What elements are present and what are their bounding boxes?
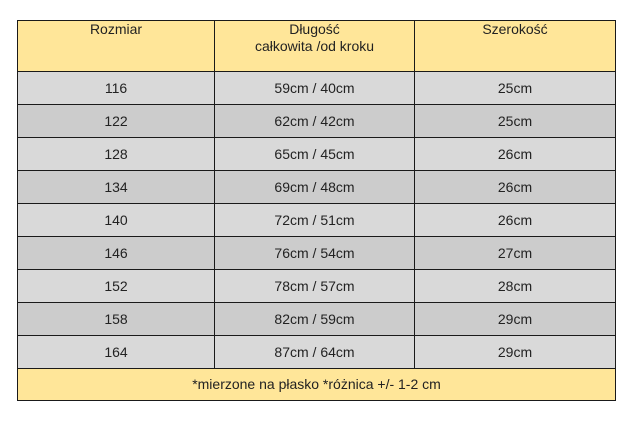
header-length — [215, 21, 415, 72]
cell-length: 82cm / 59cm — [215, 303, 415, 336]
cell-size: 164 — [18, 336, 215, 369]
cell-width: 25cm — [415, 72, 616, 105]
cell-size: 128 — [18, 138, 215, 171]
cell-length: 78cm / 57cm — [215, 270, 415, 303]
table-row — [18, 72, 616, 105]
cell-width: 27cm — [415, 237, 616, 270]
table-row — [18, 138, 616, 171]
cell-length: 72cm / 51cm — [215, 204, 415, 237]
header-length-line1: Długość — [289, 21, 340, 37]
cell-length: 69cm / 48cm — [215, 171, 415, 204]
cell-size: 158 — [18, 303, 215, 336]
cell-size: 116 — [18, 72, 215, 105]
cell-size: 122 — [18, 105, 215, 138]
cell-size: 146 — [18, 237, 215, 270]
cell-width: 29cm — [415, 336, 616, 369]
cell-width: 25cm — [415, 105, 616, 138]
table-row — [18, 204, 616, 237]
table-row — [18, 270, 616, 303]
cell-width: 26cm — [415, 138, 616, 171]
table-row — [18, 171, 616, 204]
cell-length: 76cm / 54cm — [215, 237, 415, 270]
table-row — [18, 336, 616, 369]
footnote-row — [18, 369, 616, 401]
cell-width: 29cm — [415, 303, 616, 336]
cell-size: 134 — [18, 171, 215, 204]
cell-width: 26cm — [415, 204, 616, 237]
table-row — [18, 303, 616, 336]
size-chart-table — [17, 20, 616, 401]
table-row — [18, 105, 616, 138]
footnote: *mierzone na płasko *różnica +/- 1-2 cm — [18, 369, 616, 401]
cell-size: 140 — [18, 204, 215, 237]
header-row — [18, 21, 616, 72]
header-size: Rozmiar — [18, 21, 215, 72]
cell-length: 62cm / 42cm — [215, 105, 415, 138]
cell-size: 152 — [18, 270, 215, 303]
cell-length: 59cm / 40cm — [215, 72, 415, 105]
cell-length: 87cm / 64cm — [215, 336, 415, 369]
header-length-line2: całkowita /od kroku — [254, 38, 375, 54]
table-row — [18, 237, 616, 270]
cell-width: 28cm — [415, 270, 616, 303]
header-width: Szerokość — [415, 21, 616, 72]
cell-length: 65cm / 45cm — [215, 138, 415, 171]
cell-width: 26cm — [415, 171, 616, 204]
table-body — [18, 72, 616, 369]
